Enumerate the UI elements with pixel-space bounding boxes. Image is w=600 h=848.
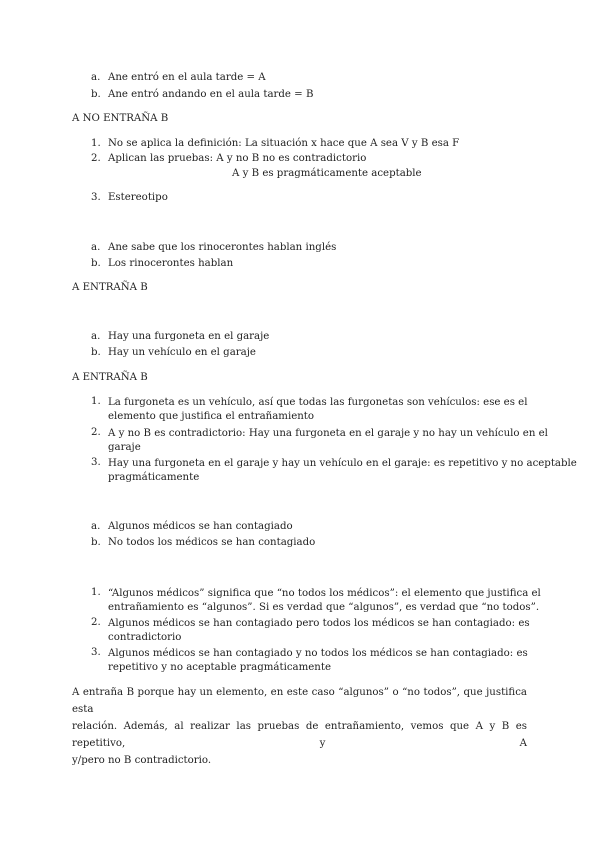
list-marker: a. — [91, 331, 101, 342]
list-item-text: Algunos médicos se han contagiado y no todos los médicos se han contagiado: es — [108, 648, 528, 659]
indented-continuation: A y B es pragmáticamente aceptable — [232, 168, 422, 179]
document-page: a. Ane entró en el aula tarde = A b. Ane entró andando en el aula tarde = B A NO ENTRAÑA B 1. No se aplica la definición: La situación x hace que A sea V y B esa F 2. Aplican las pruebas: A y no B no es contradictorio A y B es pragmáticamente aceptable 3. Estereotipo a. Ane sabe que los rinocerontes hablan inglés b. Los rinocerontes hablan A ENTRAÑA B a. Hay una furgoneta en el garaje b. Hay un vehículo en el garaje A ENTRAÑA B 1. La furgoneta es un vehículo, así que todas las furgonetas son vehículos: ese es el elemento que justifica el entrañamiento 2. A y no B es contradictorio: Hay una furgoneta en el garaje y no hay un vehículo en el garaje 3. Hay una furgoneta en el garaje y hay un vehículo en el garaje: es repetitivo y no aceptable pragmáticamente a. Algunos médicos se han contagiado b. No todos los médicos se han contagiado 1. “Algunos médicos” significa que “no todos los médicos”: el elemento que justifica el entrañamiento es “algunos”. Si es verdad que “algunos”, es verdad que “no todos”. 2. Algunos médicos se han contagiado pero todos los médicos se han contagiado: es contradictorio 3. Algunos médicos se han contagiado y no todos los médicos se han contagiado: es repetitivo y no aceptable pragmáticamente A entraña B porque hay un elemento, en este caso “algunos” o “no todos”, que justifica esta relación. Además, al realizar las pruebas de entrañamiento, vemos que A y B es repetitivo, y A y/pero no B contradictorio. — [0, 0, 600, 848]
list-item-text: No se aplica la definición: La situación x hace que A sea V y B esa F — [108, 138, 460, 149]
section-heading: A NO ENTRAÑA B — [72, 113, 169, 124]
list-marker: a. — [91, 521, 101, 532]
list-marker: 3. — [91, 647, 101, 658]
list-marker: b. — [91, 537, 101, 548]
list-item-text: Aplican las pruebas: A y no B no es contradictorio — [108, 153, 367, 164]
list-item-text: Hay un vehículo en el garaje — [108, 347, 256, 358]
list-marker: b. — [91, 258, 101, 269]
list-marker: b. — [91, 347, 101, 358]
list-marker: 2. — [91, 153, 101, 164]
list-item-text: Hay una furgoneta en el garaje — [108, 331, 270, 342]
list-item-text: Ane entró andando en el aula tarde = B — [108, 89, 314, 100]
list-item-text: Ane entró en el aula tarde = A — [108, 72, 266, 83]
list-item-text: Hay una furgoneta en el garaje y hay un vehículo en el garaje: es repetitivo y no aceptable — [108, 458, 577, 469]
list-item-text: Estereotipo — [108, 192, 168, 203]
list-marker: 3. — [91, 457, 101, 468]
list-item-text: Los rinocerontes hablan — [108, 258, 234, 269]
list-item-text: A y no B es contradictorio: Hay una furgoneta en el garaje y no hay un vehículo en el — [108, 428, 548, 439]
section-heading: A ENTRAÑA B — [72, 372, 148, 383]
list-item-text: La furgoneta es un vehículo, así que todas las furgonetas son vehículos: ese es el — [108, 397, 528, 408]
list-marker: 3. — [91, 192, 101, 203]
list-marker: 2. — [91, 617, 101, 628]
section-heading: A ENTRAÑA B — [72, 282, 148, 293]
list-item-text: “Algunos médicos” significa que “no todos los médicos”: el elemento que justifica el — [108, 588, 541, 599]
list-item-text: Algunos médicos se han contagiado pero todos los médicos se han contagiado: es — [108, 618, 530, 629]
list-marker: 1. — [91, 138, 101, 149]
list-marker: 2. — [91, 427, 101, 438]
list-marker: b. — [91, 89, 101, 100]
list-marker: 1. — [91, 396, 101, 407]
list-marker: a. — [91, 242, 101, 253]
conclusion-paragraph: A entraña B porque hay un elemento, en este caso “algunos” o “no todos”, que justifica esta relación. Además, al realizar las pruebas de entrañamiento, vemos que A y B es repetitivo, y A y/pero no B contradictorio. — [72, 687, 527, 766]
list-marker: 1. — [91, 587, 101, 598]
list-item-text: Ane sabe que los rinocerontes hablan inglés — [108, 242, 337, 253]
list-item-text: Algunos médicos se han contagiado — [108, 521, 293, 532]
list-item-text: No todos los médicos se han contagiado — [108, 537, 316, 548]
list-marker: a. — [91, 72, 101, 83]
